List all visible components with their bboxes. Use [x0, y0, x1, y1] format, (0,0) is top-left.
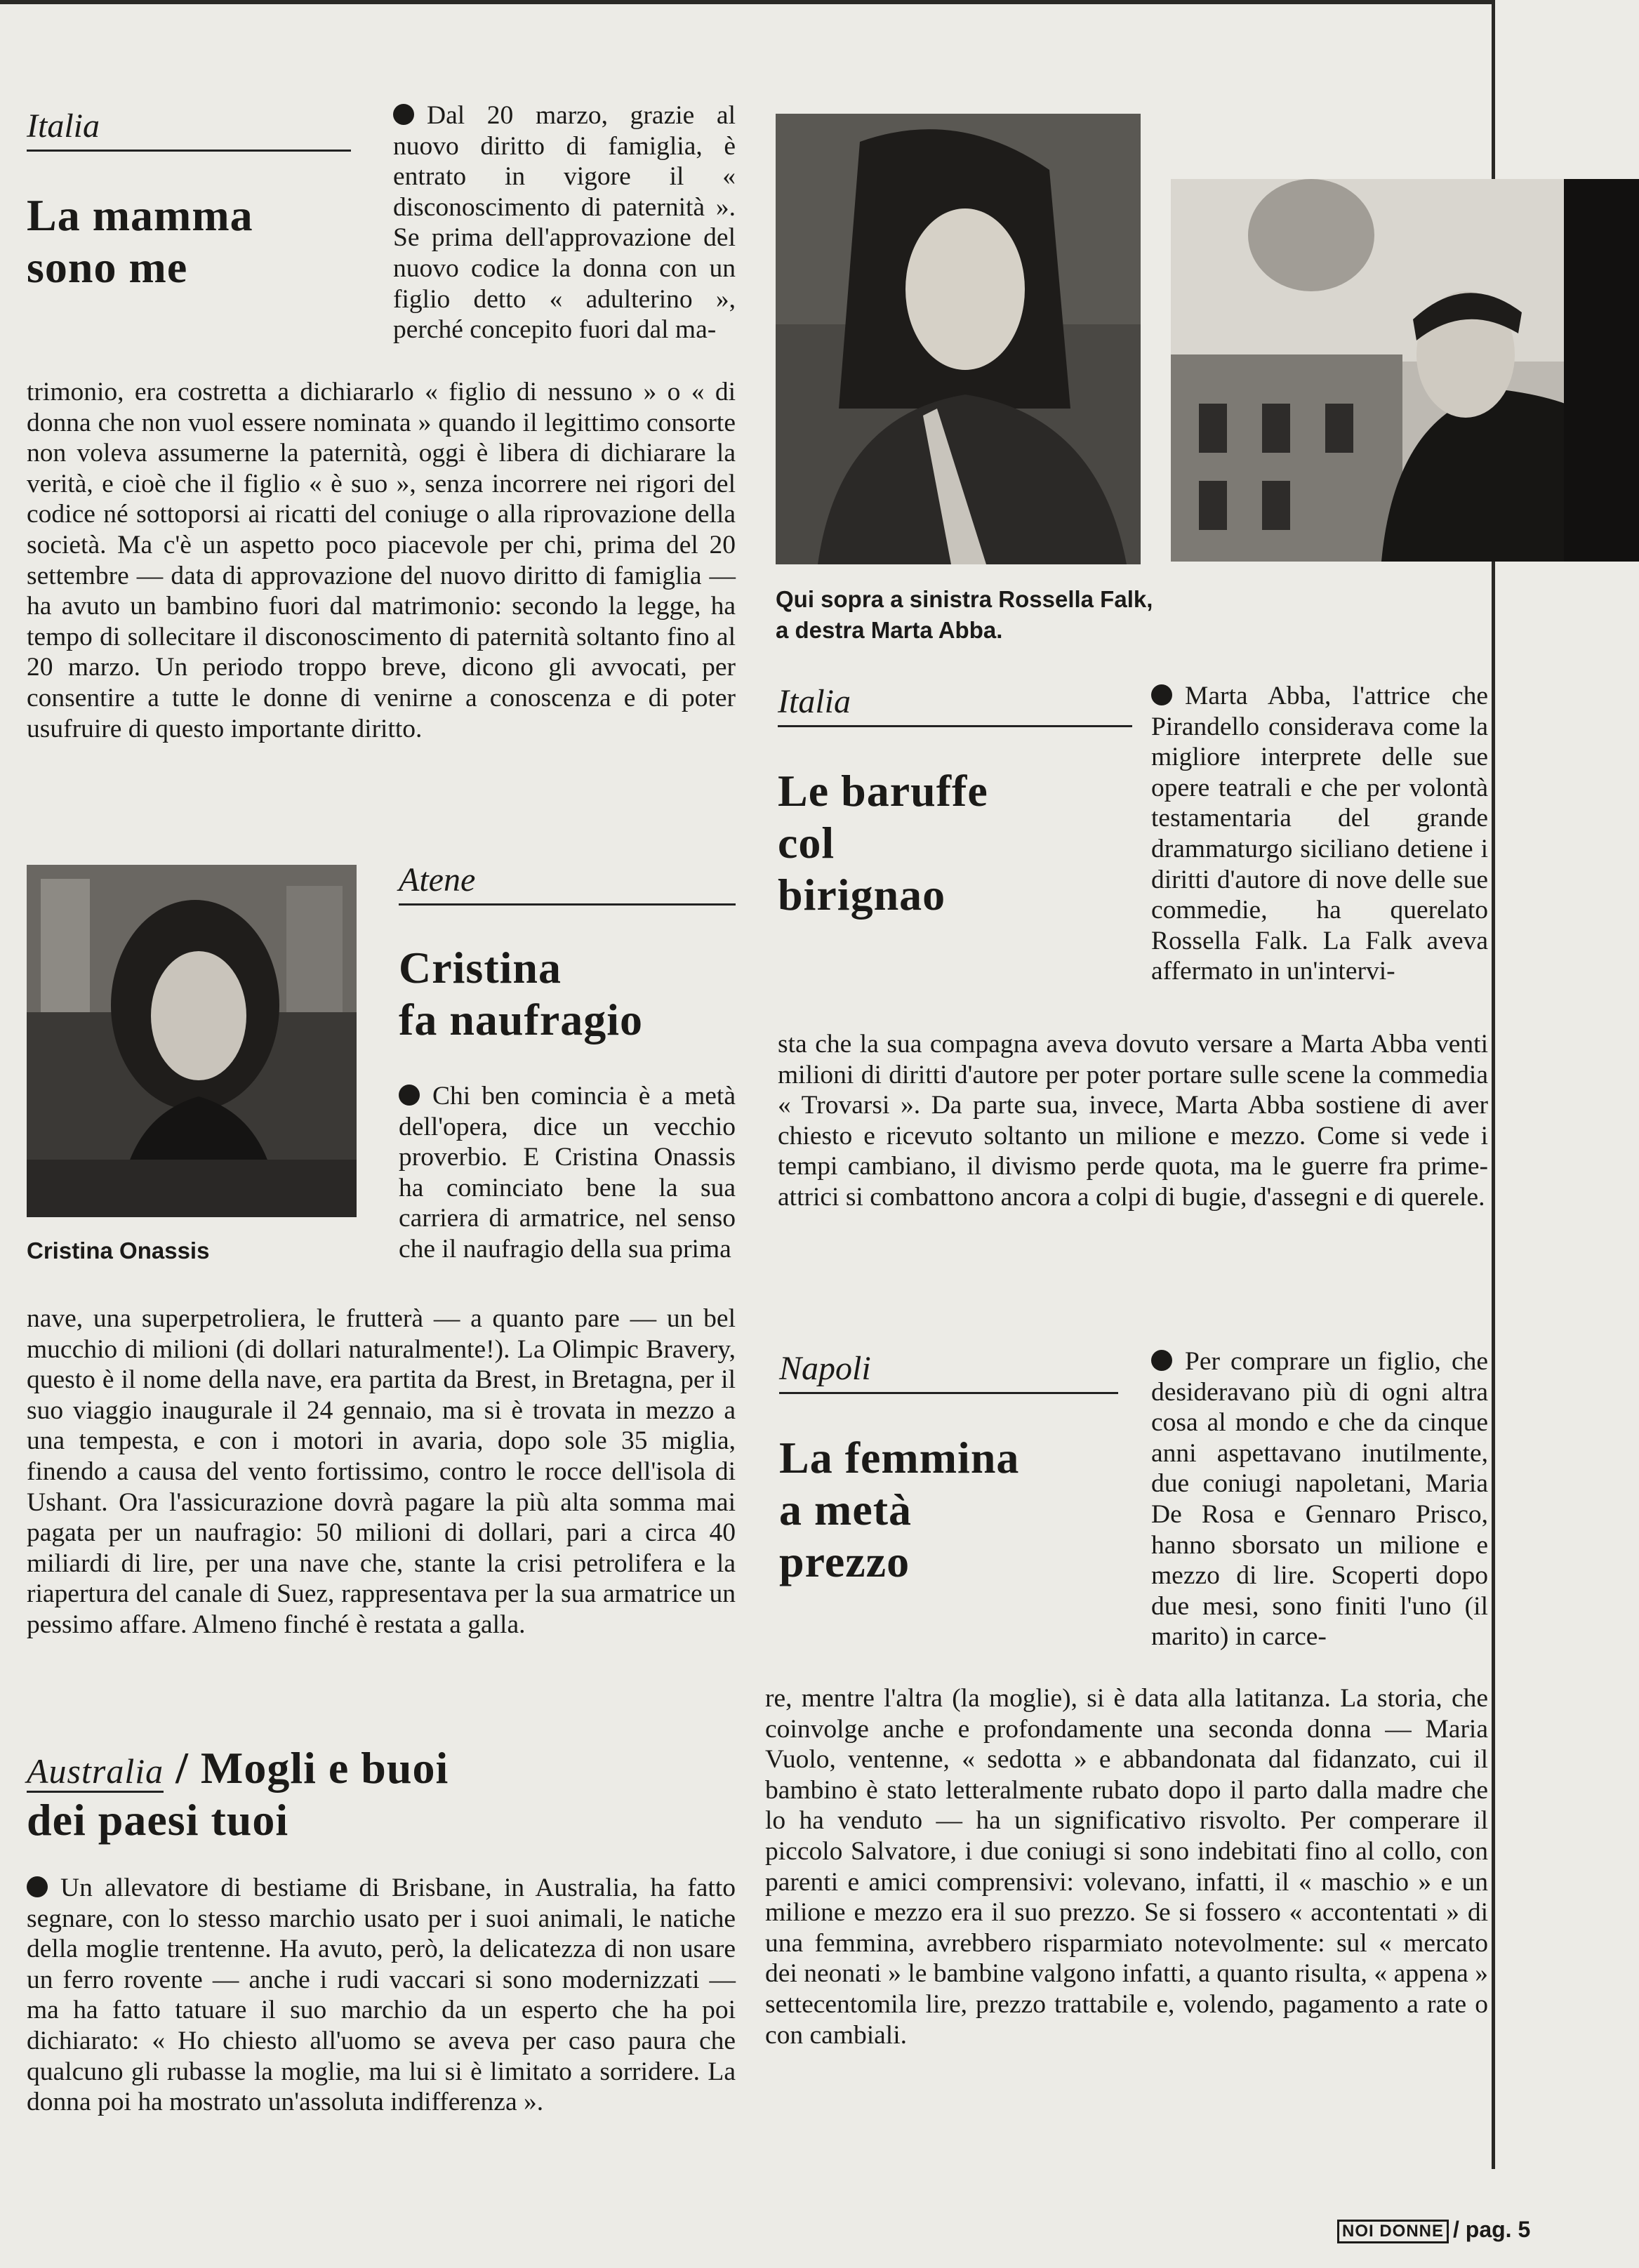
headline-mamma: [27, 190, 253, 293]
bullet-icon: [1151, 1350, 1172, 1371]
headline-australia: [27, 1742, 736, 1846]
article-baruffe-intro: Marta Abba, l'attrice che Pirandello considerava come la migliore interprete delle sue opere teatrali e che per volontà testamentaria del grande drammaturgo siciliano detiene i diritti d'autore di nove delle sue commedie, ha querelato Rossella Falk. La Falk aveva affermato in un'intervi-: [1151, 682, 1488, 986]
headline-line: [27, 1742, 736, 1794]
section-label-italia-mamma: Italia: [27, 107, 351, 152]
headline-line: prezzo: [779, 1537, 910, 1587]
section-label-italia-baruffe: Italia: [778, 682, 1132, 727]
footer-page-label: pag. 5: [1465, 2217, 1531, 2242]
headline-line: Le baruffe: [778, 766, 988, 816]
footer-separator: /: [1453, 2217, 1459, 2242]
headline-line: sono me: [27, 242, 188, 293]
caption-cristina-onassis: Cristina Onassis: [27, 1238, 210, 1264]
magazine-logo: NOI DONNE: [1337, 2220, 1449, 2243]
headline-line: Cristina: [399, 943, 562, 993]
section-label-australia: Australia: [27, 1751, 164, 1793]
bullet-icon: [1151, 684, 1172, 705]
headline-line: col: [778, 818, 835, 868]
headline-line: La femmina: [779, 1433, 1020, 1483]
caption-line: a destra Marta Abba.: [776, 617, 1003, 643]
headline-femmina: [779, 1432, 1019, 1589]
caption-line: Qui sopra a sinistra Rossella Falk,: [776, 586, 1153, 612]
headline-line: fa naufragio: [399, 995, 643, 1045]
article-mamma-wide-text: [27, 377, 736, 744]
section-label-napoli: Napoli: [779, 1349, 1118, 1394]
section-label-atene: Atene: [399, 861, 736, 906]
article-mamma-intro: Dal 20 marzo, grazie al nuovo diritto di famiglia, è entrato in vigore il « disconoscimento di paternità ». Se prima dell'approvazione del nuovo codice la donna con un figlio detto « adulterino », perché concepito fuori dal ma-: [393, 101, 736, 345]
headline-line: dei paesi tuoi: [27, 1795, 289, 1845]
headline-line: La mamma: [27, 190, 253, 240]
photo-cristina-onassis: [27, 865, 357, 1217]
article-australia-body: Un allevatore di bestiame di Brisbane, in Australia, ha fatto segnare, con lo stesso marchio usato per i suoi animali, le natiche della moglie trentenne. Ha avuto, però, la delicatezza di non usare un ferro rovente — anche i rudi vaccari si sono modernizzati — ma ha fatto tatuare il suo marchio da un esperto che ha poi dichiarato: « Ho chiesto all'uomo se aveva per caso paura che qualcuno gli rubasse la moglie, ma lui si è limitato a sorridere. La donna poi ha mostrato un'assoluta indifferenza ».: [27, 1874, 736, 2117]
article-cristina-body: nave, una superpetroliera, le frutterà — a quanto pare — un bel mucchio di milioni (di dollari naturalmente!). La Olimpic Bravery, questo è il nome della nave, era partita da Brest, in Bretagna, per il suo viaggio inaugurale il 24 gennaio, ma si è trovata in mezzo a una tempesta, e con i motori in avaria, dopo sole 35 miglia, finendo a causa del vento fortissimo, contro le rocce dell'isola di Ushant. Ora l'assicurazione dovrà pagare la più alta somma mai pagata per un naufragio: 50 milioni di dollari, pari a circa 40 miliardi di lire, per una nave che, stante la crisi petrolifera e la riapertura del canale di Suez, rappresentava per la sua armatrice un pessimo affare. Almeno finché è restata a galla.: [27, 1304, 736, 1639]
bullet-icon: [393, 104, 414, 125]
photo-rossella-falk: [776, 114, 1141, 564]
photo-marta-abba: [1171, 179, 1639, 562]
caption-falk-abba: [776, 584, 1153, 646]
headline-line: birignao: [778, 870, 946, 920]
article-baruffe-wide-text: [778, 1029, 1488, 1213]
label-separator: /: [175, 1743, 189, 1793]
article-baruffe-body: sta che la sua compagna aveva dovuto versare a Marta Abba venti milioni di diritti d'autore per poter portare sulle scene la commedia « Trovarsi ». Da parte sua, invece, Marta Abba sostiene di aver chiesto e ricevuto soltanto un milione e mezzo. Come si vede i tempi cambiano, il divismo perde quota, ma le guerre fra prime-attrici si combattono ancora a colpi di bugie, d'assegni e di querele.: [778, 1030, 1488, 1212]
article-femmina-body: re, mentre l'altra (la moglie), si è data alla latitanza. La storia, che coinvolge anche e profondamente una seconda donna — Maria Vuolo, ventenne, « sedotta » e abbandonata dal fidanzato, cui il bambino è stato letteralmente rubato dopo il parto dalla madre che lo ha venduto — ha un significativo risvolto. Per comperare il piccolo Salvatore, i due coniugi si sono indebitati fino al collo, con parenti e amici comprensivi: volevano, infatti, il « maschio » e un milione e mezzo era il suo prezzo. Se si fossero « accontentati » di una femmina, avrebbero risparmiato notevolmente: sul « mercato dei neonati » le bambine valgono infatti, a quanto risulta, « appena » settecentomila lire, prezzo trattabile e, volendo, pagamento a rate o con cambiali.: [765, 1684, 1488, 2050]
page-number: [1453, 2217, 1530, 2243]
article-femmina-wide-text: [765, 1683, 1488, 2050]
article-femmina-narrow-text: [1151, 1346, 1488, 1652]
article-cristina-intro: Chi ben comincia è a metà dell'opera, dice un vecchio proverbio. E Cristina Onassis ha cominciato bene la sua carriera di armatrice, nel senso che il naufragio della sua prima: [399, 1082, 736, 1264]
bullet-icon: [27, 1876, 48, 1897]
article-cristina-wide-text: [27, 1304, 736, 1640]
article-mamma-body: trimonio, era costretta a dichiararlo « figlio di nessuno » o « di donna che non vuol essere nominata » quando il legittimo consorte non voleva assumerne la paternità, oggi è libera di dichiarare la verità, e cioè che il figlio « è suo », senza incorrere nei rigori del codice né sottoporsi ai ricatti del coniuge o alla riprovazione della società. Ma c'è un aspetto poco piacevole per chi, prima del 20 settembre — data di approvazione del nuovo diritto di famiglia — ha avuto un bambino fuori dal matrimonio: secondo la legge, ha tempo di sollecitare il disconoscimento di paternità soltanto fino al 20 marzo. Un periodo troppo breve, dicono gli avvocati, per consentire a tutte le donne di venirne a conoscenza e di poter usufruire di questo importante diritto.: [27, 378, 736, 743]
article-femmina-intro: Per comprare un figlio, che desideravano più di ogni altra cosa al mondo e che da cinque anni aspettavano inutilmente, due coniugi napoletani, Maria De Rosa e Gennaro Prisco, hanno sborsato un milione e mezzo di lire. Scoperti dopo due mesi, sono finiti l'uno (il marito) in carce-: [1151, 1347, 1488, 1652]
headline-cristina: [399, 942, 643, 1046]
article-mamma-narrow-text: [393, 100, 736, 345]
headline-baruffe: [778, 765, 988, 922]
headline-line: a metà: [779, 1485, 913, 1535]
headline-line: Mogli e buoi: [200, 1743, 449, 1793]
article-australia-text: [27, 1873, 736, 2118]
article-baruffe-narrow-text: [1151, 681, 1488, 987]
bullet-icon: [399, 1085, 420, 1106]
article-cristina-narrow-text: [399, 1081, 736, 1265]
